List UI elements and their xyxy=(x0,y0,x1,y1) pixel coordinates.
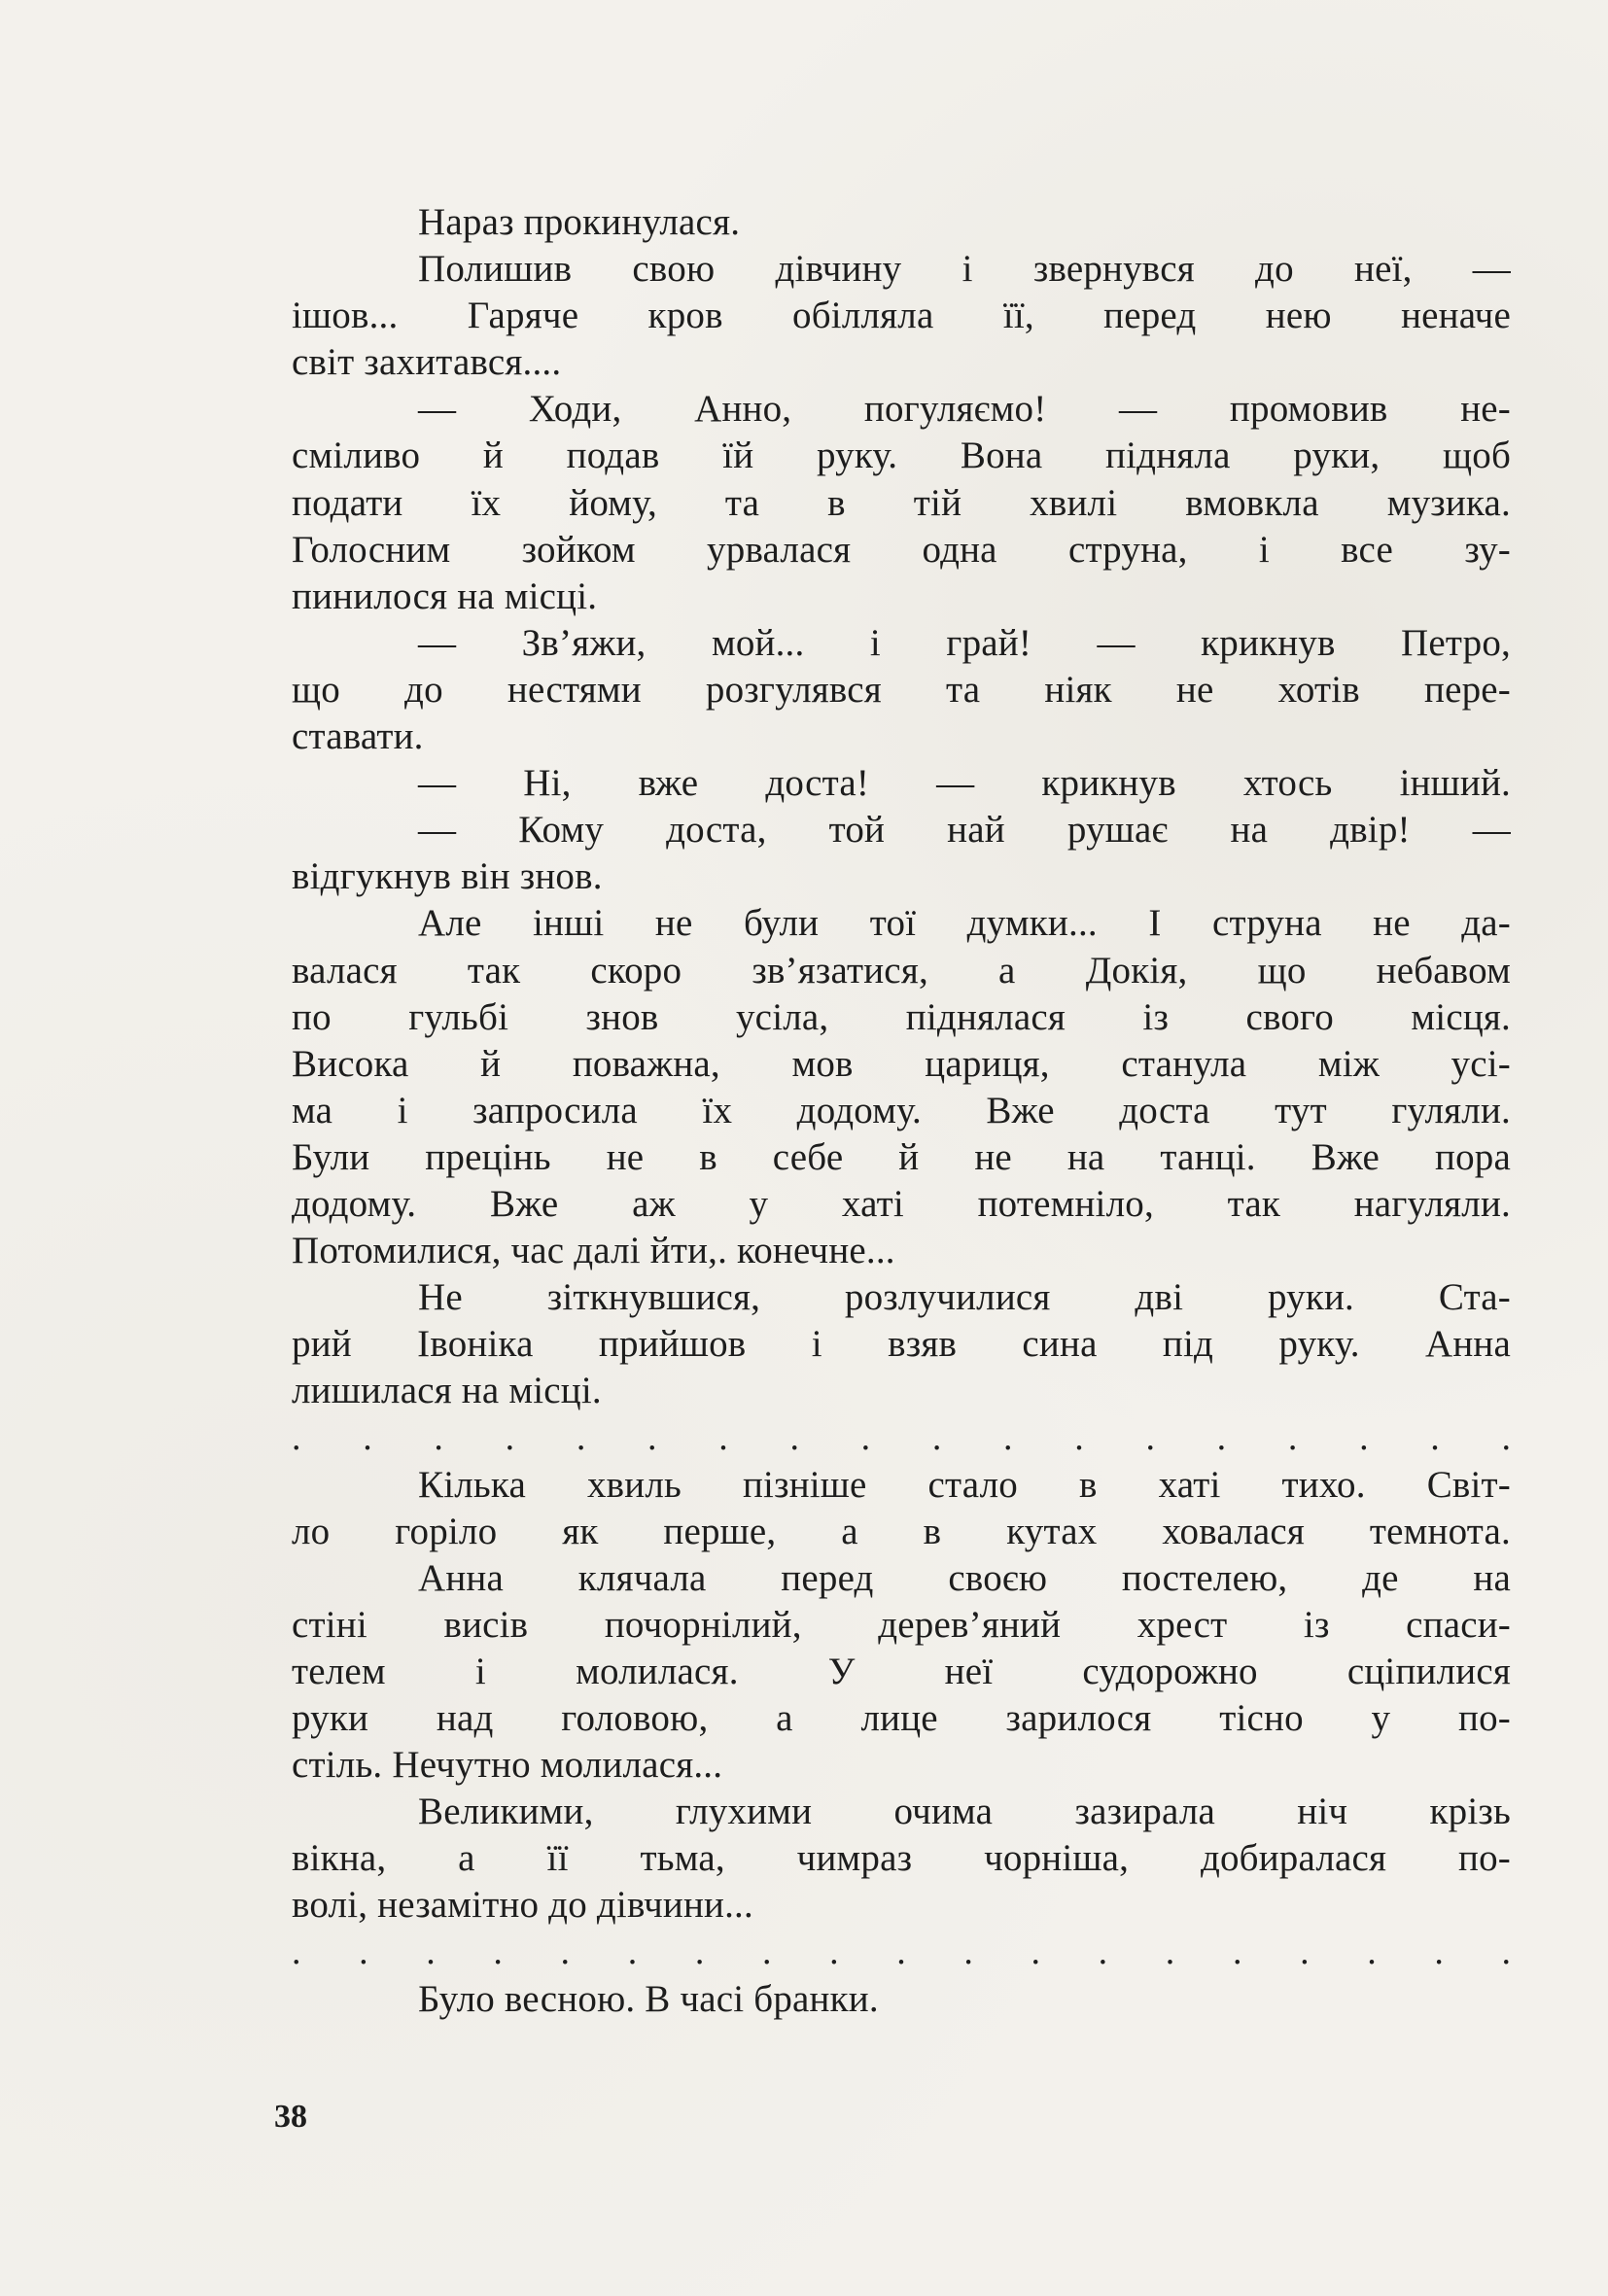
text-line: подати їх йому, та в тій хвилі вмовкла музика. xyxy=(292,481,1511,524)
text-line: по гульбі знов усіла, піднялася із свого місця. xyxy=(292,995,1511,1038)
text-line: ма і запросила їх додому. Вже доста тут гуляли. xyxy=(292,1089,1511,1131)
text-line: — Кому доста, той най рушає на двір! — xyxy=(418,809,1511,852)
section-separator-dots: . . . . . . . . . . . . . . . . . . . xyxy=(292,1931,1511,1973)
text-line: — Зв’яжи, мой... і грай! — крикнув Петро, xyxy=(418,621,1511,664)
text-line: руки над головою, а лице зарилося тісно у по- xyxy=(292,1697,1511,1739)
text-line: додому. Вже аж у хаті потемніло, так нагуляли. xyxy=(292,1182,1511,1225)
text-line: валася так скоро зв’язатися, а Докія, що небавом xyxy=(292,949,1511,991)
text-line: Було весною. В часі бранки. xyxy=(418,1977,879,2020)
text-line: Великими, глухими очима зазирала ніч крізь xyxy=(418,1791,1511,1833)
text-line: ло горіло як перше, а в кутах ховалася темнота. xyxy=(292,1510,1511,1552)
text-line: Полишив свою дівчину і звернувся до неї, — xyxy=(418,248,1511,291)
text-line: ішов... Гаряче кров обілляла її, перед нею неначе xyxy=(292,295,1511,337)
text-line: Висока й поважна, мов цариця, станула між усі- xyxy=(292,1042,1511,1085)
page-number: 38 xyxy=(274,2099,307,2135)
text-line: — Ходи, Анно, погуляємо! — промовив не- xyxy=(418,388,1511,431)
text-line: ставати. xyxy=(292,715,424,758)
text-line: телем і молилася. У неї судорожно сціпилися xyxy=(292,1650,1511,1692)
text-line: відгукнув він знов. xyxy=(292,855,603,898)
text-line: Але інші не були тої думки... І струна не да- xyxy=(418,902,1511,945)
text-line: Були прецінь не в себе й не на танці. Вже пора xyxy=(292,1135,1511,1178)
text-line: стіль. Нечутно молилася... xyxy=(292,1744,723,1787)
text-line: вікна, а її тьма, чимраз чорніша, добиралася по- xyxy=(292,1837,1511,1880)
section-separator-dots: . . . . . . . . . . . . . . . . . . xyxy=(292,1417,1511,1459)
text-line: Не зіткнувшися, розлучилися дві руки. Ста- xyxy=(418,1276,1511,1319)
text-line: — Ні, вже доста! — крикнув хтось інший. xyxy=(418,762,1511,805)
text-line: Голосним зойком урвалася одна струна, і все зу- xyxy=(292,528,1511,571)
text-line: Потомилися, час далі йти,. конечне... xyxy=(292,1230,895,1272)
text-line: рий Івоніка прийшов і взяв сина під руку. Анна xyxy=(292,1323,1511,1366)
text-line: пинилося на місці. xyxy=(292,574,598,617)
text-line: світ захитався.... xyxy=(292,341,562,384)
text-line: що до нестями розгулявся та ніяк не хотів пере- xyxy=(292,668,1511,711)
text-line: сміливо й подав їй руку. Вона підняла руки, щоб xyxy=(292,435,1511,477)
text-line: волі, незамітно до дівчини... xyxy=(292,1884,753,1927)
text-line: Анна клячала перед своєю постелею, де на xyxy=(418,1556,1511,1599)
text-line: Кілька хвиль пізніше стало в хаті тихо. Світ- xyxy=(418,1463,1511,1506)
body-text xyxy=(292,199,1511,2023)
text-line: лишилася на місці. xyxy=(292,1370,602,1412)
text-line: Нараз прокинулася. xyxy=(418,201,741,243)
text-line: стіні висів почорнілий, дерев’яний хрест із спаси- xyxy=(292,1603,1511,1646)
